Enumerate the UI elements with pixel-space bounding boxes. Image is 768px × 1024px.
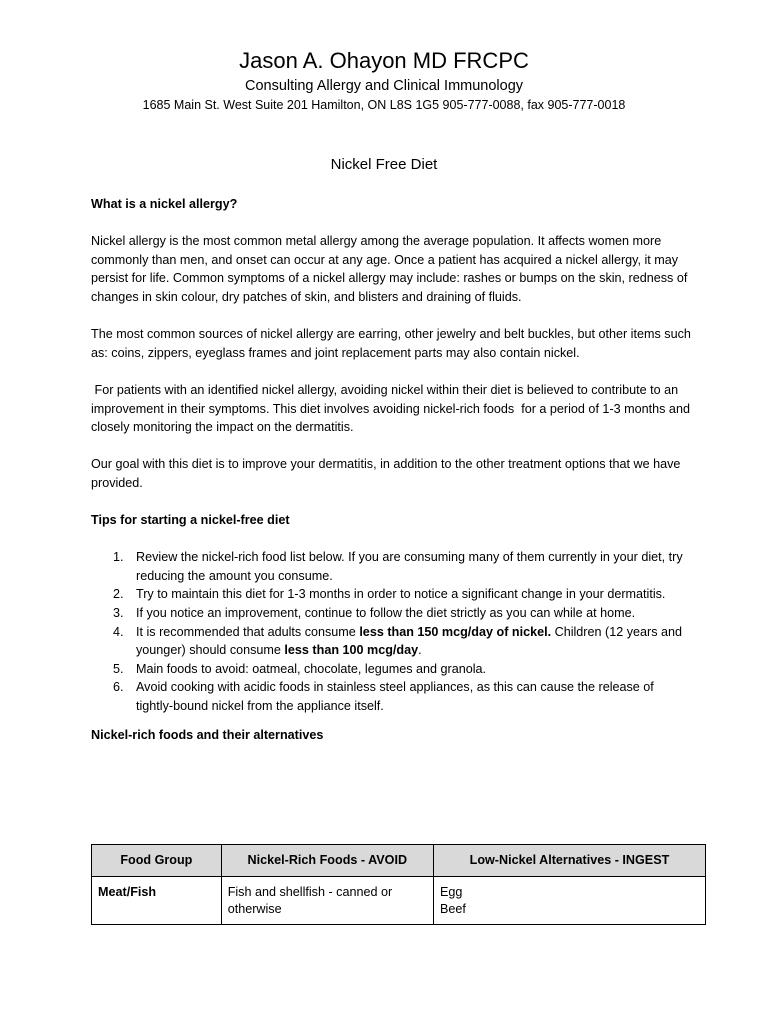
list-number: 6. — [113, 680, 124, 695]
section-heading-tips: Tips for starting a nickel-free diet — [91, 513, 290, 528]
cell-food-group: Meat/Fish — [92, 877, 222, 925]
list-item — [91, 660, 691, 679]
list-number: 2. — [113, 587, 124, 602]
table-header-row — [92, 845, 706, 877]
adult-limit-text: less than 150 mcg/day of nickel. — [359, 624, 552, 639]
list-number: 1. — [113, 550, 124, 565]
table-row — [92, 877, 706, 925]
column-header-alternatives: Low-Nickel Alternatives - INGEST — [433, 845, 705, 877]
list-item-text: . — [418, 643, 422, 658]
list-number: 5. — [113, 661, 124, 676]
cell-avoid-foods: Fish and shellfish - canned or otherwise — [221, 877, 433, 925]
alternative-item: Beef — [439, 902, 466, 916]
cell-alternatives — [433, 877, 705, 925]
document-title: Nickel Free Diet — [330, 156, 438, 173]
list-item-text: Try to maintain this diet for 1-3 months in order to notice a significant change in your dermatitis. — [136, 587, 666, 602]
list-item-text: Review the nickel-rich food list below. If you are consuming many of them currently in your diet, try reducing the amount you consume. — [136, 550, 683, 583]
list-item — [91, 623, 691, 660]
list-item-text: Main foods to avoid: oatmeal, chocolate, legumes and granola. — [136, 661, 487, 676]
column-header-food-group: Food Group — [92, 845, 222, 877]
list-item — [91, 585, 691, 604]
address-line: 1685 Main St. West Suite 201 Hamilton, ON L8S 1G5 905-777-0088, fax 905-777-0018 — [142, 98, 626, 112]
document-body — [91, 195, 694, 744]
section-heading-nickel-allergy: What is a nickel allergy? — [91, 197, 238, 211]
paragraph-allergy-overview: Nickel allergy is the most common metal allergy among the average population. It affects women more commonly than men, and onset can occur at any age. Once a patient has acquired a nickel allergy, it may persist for life. Common symptoms of a nickel allergy may include: rashes or bumps on the skin, redness of changes in skin colour, dry patches of skin, and blisters and draining of fluids. — [91, 234, 688, 304]
list-item-text: If you notice an improvement, continue to follow the diet strictly as you can while at home. — [136, 606, 636, 621]
list-item — [91, 604, 691, 623]
section-heading-foods: Nickel-rich foods and their alternatives — [91, 727, 324, 742]
list-item-text: Children (12 years and younger) should consume — [136, 624, 683, 658]
list-item-text: It is recommended that adults consume — [136, 624, 360, 639]
tips-list — [91, 548, 691, 715]
food-table — [91, 844, 706, 925]
specialty: Consulting Allergy and Clinical Immunology — [244, 78, 524, 94]
list-item — [91, 548, 691, 585]
alternative-item: Egg — [439, 885, 463, 899]
list-item-text: Avoid cooking with acidic foods in stainless steel appliances, as this can cause the release of tightly-bound nickel from the appliance itself. — [136, 680, 654, 714]
list-number: 4. — [113, 624, 124, 639]
list-item — [91, 678, 691, 715]
doctor-name: Jason A. Ohayon MD FRCPC — [239, 48, 529, 73]
paragraph-nickel-sources: The most common sources of nickel allergy are earring, other jewelry and belt buckles, but other items such as: coins, zippers, eyeglass frames and joint replacement parts may also contain nickel. — [91, 327, 691, 360]
paragraph-diet-purpose: For patients with an identified nickel allergy, avoiding nickel within their diet is believed to contribute to an improvement in their symptoms. This diet involves avoiding nickel-rich foods for a period of 1-3 months and closely monitoring the impact on the dermatitis. — [91, 382, 694, 435]
child-limit-text: less than 100 mcg/day — [284, 643, 419, 658]
paragraph-diet-goal: Our goal with this diet is to improve your dermatitis, in addition to the other treatment options that we have provided. — [91, 457, 681, 490]
column-header-avoid: Nickel-Rich Foods - AVOID — [221, 845, 433, 877]
list-number: 3. — [113, 606, 124, 621]
